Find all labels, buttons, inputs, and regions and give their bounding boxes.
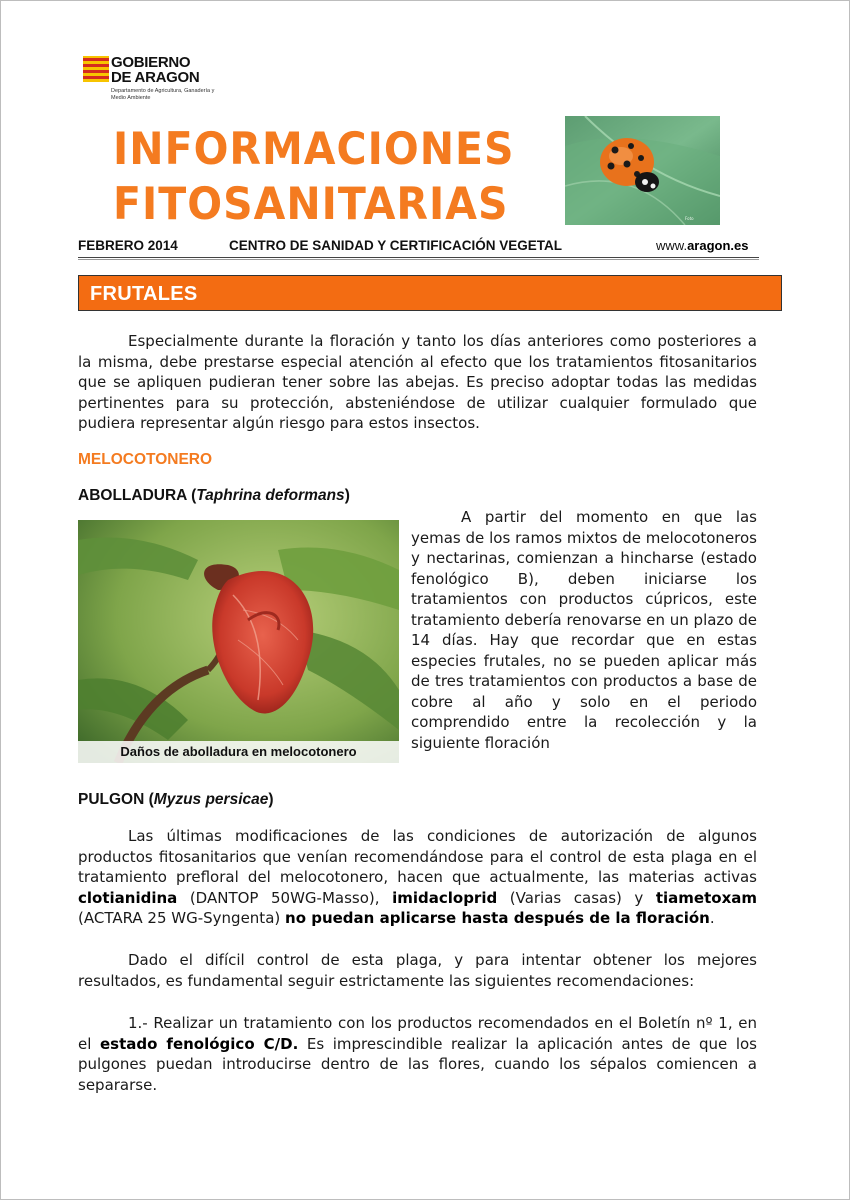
intro-paragraph: Especialmente durante la floración y tanto los días anteriores como posteriores a la misma, debe prestarse especial atención al efecto que los tratamientos fitosanitarios que se apliquen pudieran tener sobre las abejas. Es preciso adoptar todas las medidas pertinentes para su protección, absteniéndose de utilizar cualquier formulado que pudiera representar algún riesgo para estos insectos. [78,332,757,432]
section-title: FRUTALES [90,283,198,305]
header-bar [78,236,759,257]
abolladura-paragraph [411,507,757,753]
pulgon-p1-text-f: . [709,909,715,927]
pulgon-p1-text-a: Las últimas modificaciones de las condiciones de autorización de algunos productos fitosanitarios que venían recomendándose para el control de esta plaga en el tratamiento prefloral del melocotonero, hacen que actualmente, las materias activas [78,827,757,886]
photo-caption: Daños de abolladura en melocotonero [78,741,399,763]
logo-department: Departamento de Agricultura, Ganadería y Medio Ambiente [111,88,215,101]
abolladura-close: ) [344,487,350,504]
abolladura-text: A partir del momento en que las yemas de los ramos mixtos de melocotoneros y nectarinas, comienzan a hincharse (estado fenológico B), deben iniciarse los tratamientos con productos cúpricos, este tratamiento debería renovarse en un plazo de 14 días. Hay que recordar que en estas especies frutales, no se pueden aplicar más de tres tratamientos con productos a base de cobre al año y solo en el periodo comprendido entre la recolección y la siguiente floración [411,508,757,752]
website-prefix: www. [656,238,688,253]
pulgon-p1-text-d: (Varias casas) y [497,888,656,907]
aragon-flag-icon [83,56,109,82]
active-substance-clotianidina: clotianidina [78,888,178,907]
svg-text:Foto: Foto [685,216,694,221]
center-name: CENTRO DE SANIDAD Y CERTIFICACIÓN VEGETAL [229,238,563,253]
gobierno-aragon-logo [80,52,220,104]
logo-line-1: GOBIERNO [111,54,191,71]
leaf-curl-image [78,520,399,763]
active-substance-tiametoxam: tiametoxam [655,888,757,907]
phenological-stage: estado fenológico C/D. [99,1034,299,1053]
pulgon-p3-text-a: 1.- Realizar un tratamiento con los productos recomendados en el Boletín nº 1, en el [78,1014,757,1053]
pulgon-paragraph-1 [78,826,757,929]
section-banner [78,275,782,311]
website-domain: aragon.es [687,238,749,253]
header-rule [78,257,759,258]
title-line-2: FITOSANITARIAS [113,177,509,230]
pulgon-paragraph-3 [78,1013,757,1095]
header-rule-thin [78,259,759,260]
restriction-notice: no puedan aplicarse hasta después de la floración [285,909,710,927]
issue-date: FEBRERO 2014 [78,238,178,253]
pulgon-heading [78,791,274,809]
crop-heading: MELOCOTONERO [78,451,213,468]
pulgon-name: PULGON ( [78,791,154,808]
abolladura-name: ABOLLADURA ( [78,487,197,504]
pulgon-p1-text-c: (DANTOP 50WG-Masso), [177,888,393,907]
title-line-1: INFORMACIONES [113,122,515,175]
active-substance-imidacloprid: imidacloprid [392,888,498,907]
pulgon-p1-text-e: (ACTARA 25 WG-Syngenta) [78,909,286,927]
pulgon-p3-text-c: Es imprescindible realizar la aplicación antes de que los pulgones puedan introducirse dentro de las flores, cuando los sépalos comiencen a separarse. [78,1034,757,1094]
pulgon-paragraph-2: Dado el difícil control de esta plaga, y para intentar obtener los mejores resultados, es fundamental seguir estrictamente las siguientes recomendaciones: [78,951,757,990]
abolladura-latin: Taphrina deformans [196,487,345,504]
logo-line-2: DE ARAGON [111,69,200,86]
website-link[interactable] [656,238,748,253]
abolladura-heading [78,487,350,505]
pulgon-close: ) [268,791,274,808]
abolladura-photo [78,520,399,763]
ladybug-photo [565,116,720,225]
pulgon-latin: Myzus persicae [153,791,269,808]
